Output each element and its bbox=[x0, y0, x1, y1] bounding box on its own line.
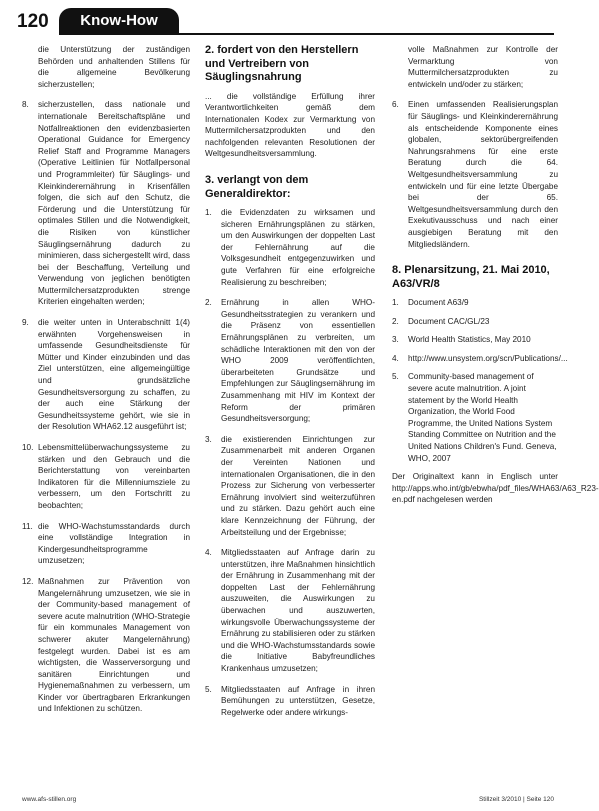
column-1 bbox=[22, 44, 190, 724]
list-item bbox=[392, 99, 558, 250]
list-item bbox=[22, 99, 190, 308]
section-heading-2: 2. fordert von den Herstellern und Vertreibern von Säuglingsnahrung bbox=[205, 44, 359, 83]
list-item bbox=[22, 442, 190, 512]
list-number: 8. bbox=[22, 100, 29, 110]
list-text: sicherzustellen, dass nationale und internationale Bereitschaftspläne und Notfallreaktionen den evidenzbasierten Operational Guidance for Emergency Relief Staff and Programme Managers (Operative Leitlinien für Notfallpersonal und Programmleiter) für Säuglings- und Kleinkinderernährung in Krisenfällen folgen, die sich auf den Schutz, die Förderung und die Unterstützung für optimales Stillen und die Notwendigkeit, die Risiken von künstlicher Säuglingsernährung dadurch zu minimieren, dass sichergestellt wird, dass bei der Beschaffung, Verteilung und Verwendung von jeglichen benötigten Muttermilchersatzprodukten strenge Kriterien eingehalten werden; bbox=[38, 100, 190, 307]
reference-item bbox=[392, 371, 558, 464]
reference-number: 2. bbox=[392, 316, 399, 326]
list-number: 10. bbox=[22, 443, 34, 452]
footer-website: www.afs-stillen.org bbox=[22, 796, 77, 803]
list-number: 5. bbox=[205, 684, 212, 694]
column-3 bbox=[392, 44, 599, 515]
list-number: 9. bbox=[22, 318, 29, 328]
list-item bbox=[22, 576, 190, 715]
numbered-list bbox=[205, 207, 375, 718]
list-item bbox=[205, 207, 375, 288]
section-heading-3: 3. verlangt von dem Generaldirektor: bbox=[205, 174, 309, 200]
header-rule bbox=[59, 33, 554, 35]
list-text: die Evidenzdaten zu wirksamen und sicheren Ernährungsplänen zu stärken, um den Auswirkungen der doppelten Last der Fehlernährung auf die Volksgesundheit entgegenzuwirken und gute Verfahren für eine erfolgreiche Realisierung zu beschreiben; bbox=[221, 208, 375, 287]
list-item bbox=[205, 434, 375, 538]
reference-item bbox=[392, 297, 558, 309]
list-number: 4. bbox=[205, 548, 212, 558]
numbered-list bbox=[392, 99, 558, 250]
source-note: Der Originaltext kann in Englisch unter http://apps.who.int/gb/ebwha/pdf_files/WHA63/A63_R23-en.pdf nachgelesen werden bbox=[392, 472, 599, 505]
reference-text: Community-based management of severe acute malnutrition. A joint statement by the World Health Organization, the World Food Programme, the United Nations System Standing Committee on Nutrition and the United Nations Children's Fund. Geneva, WHO, 2007 bbox=[408, 372, 557, 463]
list-item bbox=[22, 317, 190, 433]
list-number: 3. bbox=[205, 434, 212, 444]
reference-item bbox=[392, 353, 568, 365]
numbered-list bbox=[22, 99, 190, 715]
list-text: Mitgliedsstaaten auf Anfrage in ihren Bemühungen zu unterstützen, Gesetze, Regelwerke oder andere wirkungs- bbox=[221, 684, 375, 717]
list-number: 11. bbox=[22, 521, 33, 531]
list-item bbox=[205, 297, 375, 425]
reference-number: 5. bbox=[392, 372, 399, 382]
column-2 bbox=[205, 44, 375, 727]
list-number: 1. bbox=[205, 208, 212, 218]
reference-text: http://www.unsystem.org/scn/Publications/... bbox=[408, 353, 568, 363]
section-paragraph: ... die vollständige Erfüllung ihrer Verantwortlichkeiten gemäß dem Internationalen Kodex zur Vermarktung von Muttermilchersatzprodukten und den nachfolgenden relevanten Resolutionen der Weltgesundheitsversammlung. bbox=[205, 91, 375, 159]
list-text: Einen umfassenden Realisierungsplan für Säuglings- und Kleinkinderernährung als entscheidende Komponente eines globalen, sektorübergreifenden Nahrungsrahmens für eine erste Beratung durch die 64. Weltgesundheitsversammlung zu entwickeln und für eine letzte Übergabe bei der 65. Weltgesundheitsversammlung durch den Exekutivausschuss und nach einer ausgiebigen Beratung mit den Mitgliedsländern. bbox=[408, 100, 558, 249]
reference-text: Document CAC/GL/23 bbox=[408, 316, 490, 326]
footer-issue: Stillzeit 3/2010 | Seite 120 bbox=[478, 796, 554, 803]
list-item bbox=[205, 547, 375, 675]
list-text: die weiter unten in Unterabschnitt 1(4) erwähnten Vorgehensweisen in umfassende Gesundheitsdienste für Mütter und Kinder einzubinden und das Ziel unterstützen, eine allgemeingültige und grundsätzliche Gesundheitsversorgung zu schaffen, zu der auch eine Stärkung der Gesundheitssysteme gehört, wie sie in der Resolution WHA62.12 ausgeführt ist; bbox=[38, 318, 190, 432]
reference-number: 3. bbox=[392, 335, 399, 345]
list-item-continuation: die Unterstützung der zuständigen Behörden und anhaltenden Stillens für die allgemeine Bevölkerung sicherzustellen; bbox=[38, 45, 190, 89]
reference-text: Document A63/9 bbox=[408, 298, 469, 308]
page-number: 120 bbox=[17, 11, 49, 32]
list-text: die existierenden Einrichtungen zur Zusammenarbeit mit anderen Organen der Vereinten Nationen und internationalen Organisationen, die in den Prozess zur Sicherung von verbesserter Ernährung involviert sind weiterzuführen und zu stärken. Dazu gehört auch eine klare Kennzeichnung der Führung, der Arbeitsteilung und der Ergebnisse; bbox=[221, 434, 375, 537]
reference-item bbox=[392, 334, 558, 346]
reference-number: 1. bbox=[392, 298, 399, 308]
list-item bbox=[205, 684, 375, 719]
list-number: 2. bbox=[205, 298, 212, 308]
list-text: Mitgliedsstaaten auf Anfrage darin zu unterstützen, ihre Maßnahmen hinsichtlich der Ernährung in Zusammenhang mit der doppelten Last der Fehlernährung auszuweiten, die Auswirkungen zu überwachen und auszuwerten, wirkungsvolle Überwachungssysteme der Ernährung zu stabilisieren oder zu stärken und die WHO-Wachstumsstandards sowie die Initiative Babyfreundliches Krankenhaus umzusetzen; bbox=[221, 548, 375, 674]
plenary-heading: 8. Plenarsitzung, 21. Mai 2010, A63/VR/8 bbox=[392, 264, 550, 290]
list-number: 6. bbox=[392, 100, 399, 110]
section-tab: Know-How bbox=[59, 8, 179, 33]
reference-text: World Health Statistics, May 2010 bbox=[408, 335, 531, 345]
list-text: Lebensmittelüberwachungssysteme zu stärken und den Gebrauch und die Berichterstattung von vereinbarten Indikatoren für die Millenniumsziele zu verbessern, um den Fortschritt zu beobachten; bbox=[38, 443, 190, 510]
list-item bbox=[22, 521, 190, 567]
reference-number: 4. bbox=[392, 353, 399, 363]
list-number: 12. bbox=[22, 576, 34, 586]
list-text: die WHO-Wachstumsstandards durch eine vollständige Integration in Kindergesundheitsprogramme umzusetzen; bbox=[38, 521, 190, 566]
list-text: Ernährung in allen WHO-Gesundheitsstrategien zu verankern und die Präsenz von essentiellen Ernährungsplänen zu verbreiten, um schädliche Interaktionen mit den von der WHO 2009 veröffentlichten, überarbeiteten Grundsätze und Empfehlungen zur Säuglingsernährung im Zusammenhang mit HIV im Kontext der Reform der primären Gesundheitsversorgung; bbox=[221, 298, 375, 424]
reference-item bbox=[392, 316, 558, 328]
list-text: Maßnahmen zur Prävention von Mangelernährung umzusetzen, wie sie in der Community-based management of severe acute malnutrition (WHO-Strategie für ein kommunales Management von schwerer akuter Mangelernährung) festgelegt wurden. Dabei ist es am wichtigsten, die Wasserversorgung und sanitären Einrichtungen und Hygienemaßnahmen zu verbessern, um Kinder vor übertragbaren Erkrankungen und Infektionen zu schützen. bbox=[38, 576, 190, 714]
reference-list bbox=[392, 297, 568, 464]
list-item-continuation: volle Maßnahmen zur Kontrolle der Vermarktung von Muttermilchersatzprodukten zu entwickeln und/oder zu stärken; bbox=[408, 45, 558, 89]
